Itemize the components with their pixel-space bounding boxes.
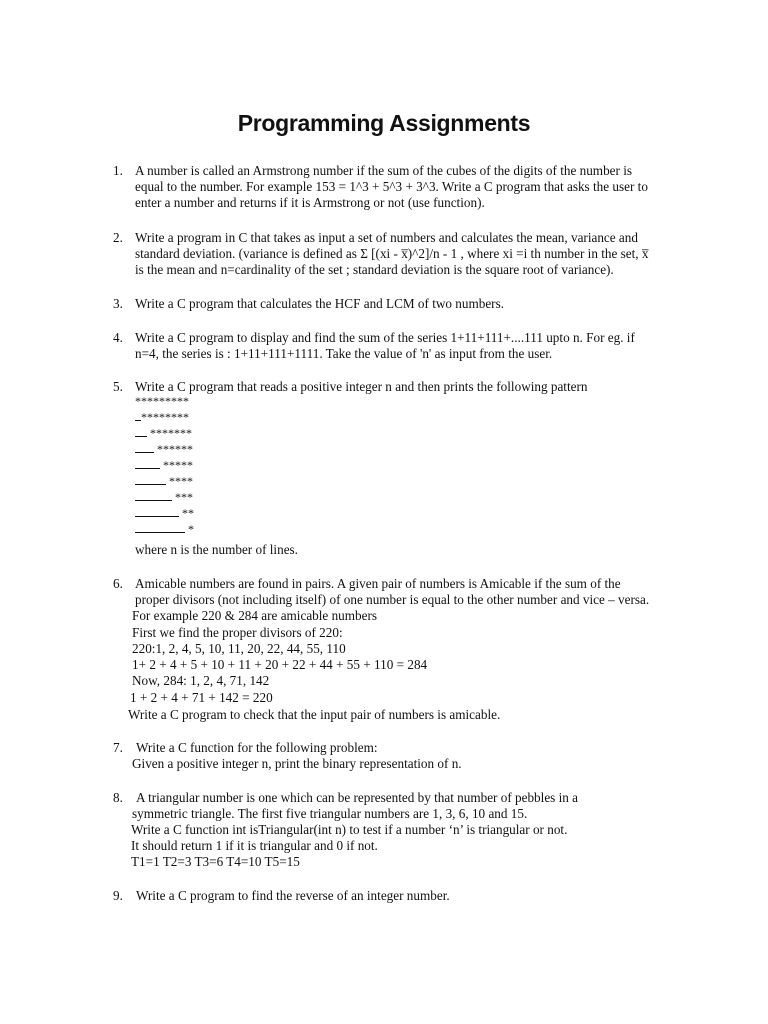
question-text-line: symmetric triangle. The first five triangular numbers are 1, 3, 6, 10 and 15. xyxy=(132,806,528,821)
question-text-line: Write a C program to display and find the sum of the series 1+11+111+....111 upto n. For eg. if xyxy=(135,330,635,345)
question-text-line: Amicable numbers are found in pairs. A given pair of numbers is Amicable if the sum of the xyxy=(135,576,621,591)
question-text-line: A number is called an Armstrong number if the sum of the cubes of the digits of the number is xyxy=(135,163,632,178)
question-number: 1. xyxy=(113,163,123,178)
pattern-row: ***** xyxy=(135,457,193,473)
question-text-line: For example 220 & 284 are amicable numbers xyxy=(132,608,377,623)
pattern-row: **** xyxy=(135,473,193,489)
question-text-line: Write a C function for the following problem: xyxy=(136,740,378,755)
question-text-line: 220:1, 2, 4, 5, 10, 11, 20, 22, 44, 55, 110 xyxy=(132,641,346,656)
pattern-row: * xyxy=(135,521,194,537)
question-text-line: Now, 284: 1, 2, 4, 71, 142 xyxy=(132,673,270,688)
question-text-line: Write a C program to find the reverse of an integer number. xyxy=(136,888,450,903)
question-text-line: Write a program in C that takes as input a set of numbers and calculates the mean, variance and xyxy=(135,230,638,245)
question-text-line: equal to the number. For example 153 = 1^3 + 5^3 + 3^3. Write a C program that asks the user to xyxy=(135,179,648,194)
question-text-line: n=4, the series is : 1+11+111+1111. Take the value of 'n' as input from the user. xyxy=(135,346,553,361)
pattern-row: ****** xyxy=(135,441,193,457)
page-title: Programming Assignments xyxy=(237,110,531,136)
question-text-line: Write a C function int isTriangular(int n) to test if a number ‘n’ is triangular or not. xyxy=(131,822,568,837)
pattern-footer: where n is the number of lines. xyxy=(135,542,298,557)
question-text-line: Write a C program that reads a positive integer n and then prints the following pattern xyxy=(135,379,588,394)
question-text-line: proper divisors (not including itself) of one number is equal to the other number and vice – versa. xyxy=(135,592,650,607)
question-text-line: First we find the proper divisors of 220: xyxy=(132,625,343,640)
question-text-line: standard deviation. (variance is defined as Σ [(xi - x̅)^2]/n - 1 , where xi =i th number in the set, x̅ xyxy=(135,246,649,261)
question-text-line: T1=1 T2=3 T3=6 T4=10 T5=15 xyxy=(131,854,300,869)
pattern-row: *** xyxy=(135,489,193,505)
question-number: 6. xyxy=(113,576,123,591)
question-number: 7. xyxy=(113,740,123,755)
question-text-line: 1+ 2 + 4 + 5 + 10 + 11 + 20 + 22 + 44 + 55 + 110 = 284 xyxy=(132,657,428,672)
pattern-row: ******* xyxy=(135,425,192,441)
question-text-line: 1 + 2 + 4 + 71 + 142 = 220 xyxy=(130,690,273,705)
question-number: 4. xyxy=(113,330,123,345)
question-text-line: is the mean and n=cardinality of the set ; standard deviation is the square root of variance). xyxy=(135,262,614,277)
question-text-line: Write a C program to check that the input pair of numbers is amicable. xyxy=(128,707,501,722)
pattern-row: ** xyxy=(135,505,194,521)
question-text-line: enter a number and returns if it is Armstrong or not (use function). xyxy=(135,195,485,210)
question-text-line: Given a positive integer n, print the binary representation of n. xyxy=(132,756,462,771)
question-text-line: A triangular number is one which can be represented by that number of pebbles in a xyxy=(136,790,579,805)
question-number: 9. xyxy=(113,888,123,903)
question-number: 8. xyxy=(113,790,123,805)
question-text-line: It should return 1 if it is triangular and 0 if not. xyxy=(131,838,378,853)
question-text-line: Write a C program that calculates the HCF and LCM of two numbers. xyxy=(135,296,504,311)
question-number: 3. xyxy=(113,296,123,311)
pattern-row: ******** xyxy=(135,409,189,425)
question-number: 2. xyxy=(113,230,123,245)
pattern-row: ********* xyxy=(135,394,189,408)
question-number: 5. xyxy=(113,379,123,394)
